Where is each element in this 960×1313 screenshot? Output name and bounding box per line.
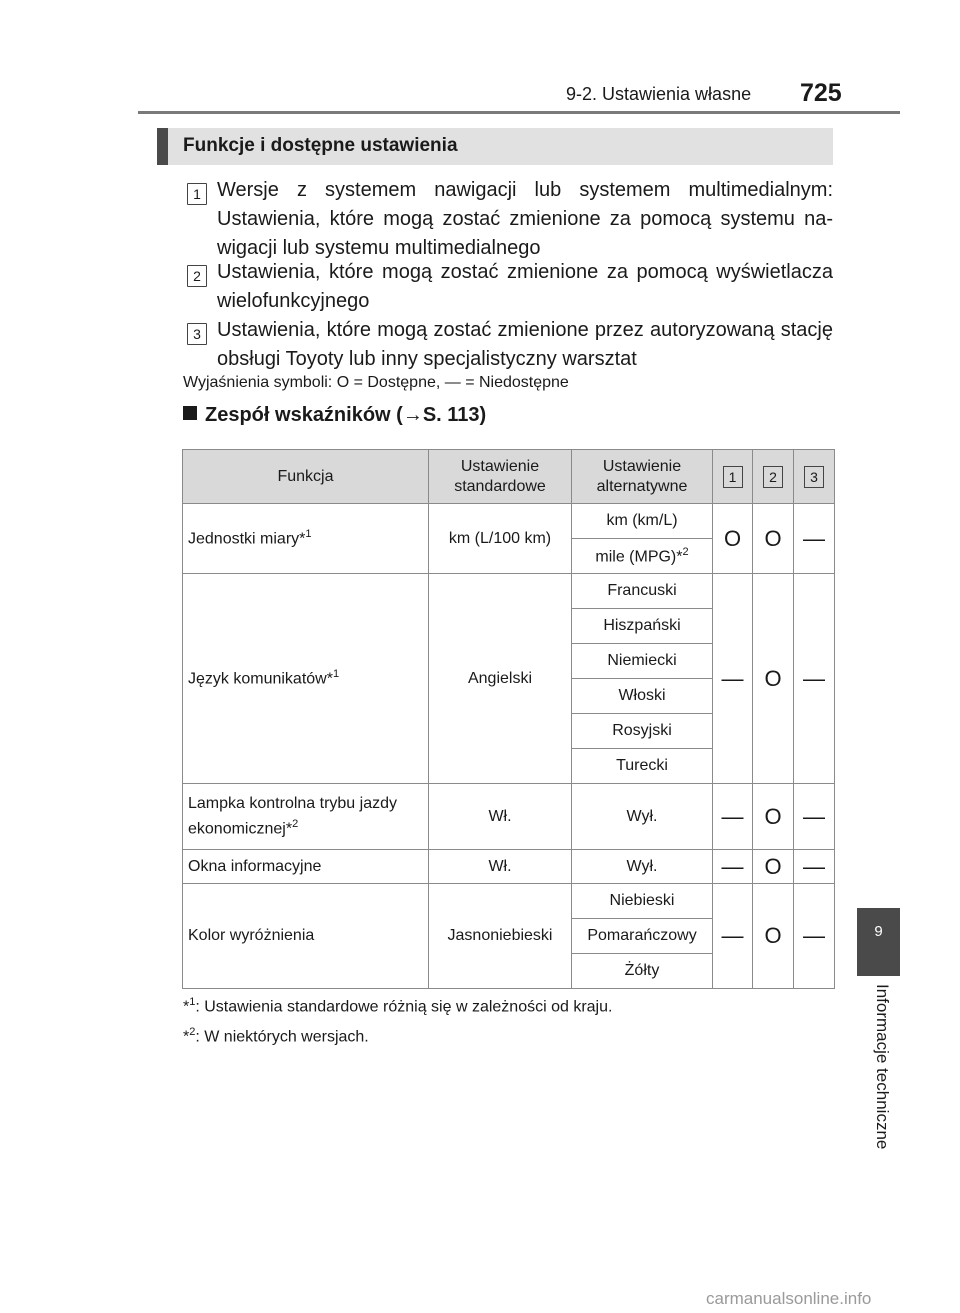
col-header-3: 3	[794, 450, 835, 504]
footnote-2: *$^2$: W niektórych wersjach.	[183, 1026, 369, 1046]
chapter-label: Informacje techniczne	[873, 984, 892, 1150]
subhead-text: Zespół wskaźników (	[205, 404, 403, 426]
page-number: 725	[800, 79, 842, 107]
symbol-legend: Wyjaśnienia symboli: O = Dostępne, — = Niedostępne	[183, 374, 569, 391]
alt-cell: Wył.	[572, 784, 713, 850]
function-cell: Jednostki miary*$^1$	[183, 504, 429, 574]
symbol-cell-3: —	[794, 884, 835, 989]
alt-cell: Francuski	[572, 574, 713, 609]
alt-cell: Włoski	[572, 679, 713, 714]
col-header-1: 1	[713, 450, 753, 504]
item-number-1: 1	[187, 183, 207, 205]
alt-cell: Wył.	[572, 850, 713, 884]
default-cell: Angielski	[429, 574, 572, 784]
symbol-cell-1: O	[713, 504, 753, 574]
symbol-cell-3: —	[794, 784, 835, 850]
settings-table	[182, 449, 835, 989]
function-cell: Okna informacyjne	[183, 850, 429, 884]
symbol-cell-3: —	[794, 574, 835, 784]
alt-cell: Hiszpański	[572, 609, 713, 644]
page-reference-link[interactable]: S. 113)	[422, 404, 487, 426]
symbol-cell-2: O	[753, 504, 794, 574]
symbol-cell-1: —	[713, 850, 753, 884]
section-header	[157, 128, 833, 165]
symbol-cell-2: O	[753, 884, 794, 989]
symbol-cell-3: —	[794, 850, 835, 884]
symbol-cell-2: O	[753, 784, 794, 850]
item-2-text: Ustawienia, które mogą zostać zmienione za pomocą wyświetlacza wielofunkcyjnego	[217, 261, 833, 312]
table-header-row	[183, 450, 835, 504]
header-divider	[138, 111, 900, 114]
alt-cell: mile (MPG)*$^2$	[572, 539, 713, 574]
default-cell: Wł.	[429, 850, 572, 884]
alt-cell: Pomarańczowy	[572, 919, 713, 954]
symbol-cell-1: —	[713, 784, 753, 850]
chapter-tab[interactable]: 9	[857, 908, 900, 976]
item-1-text: Wersje z systemem nawigacji lub systemem multimedialnym: Ustawienia, które mogą zostać zmienione za pomocą systemu na-wigacji lub systemu multimedialnego	[217, 179, 833, 259]
table-row	[183, 850, 835, 884]
alt-cell: Turecki	[572, 749, 713, 784]
alt-cell: Żółty	[572, 954, 713, 989]
footnote-1: *$^1$: Ustawienia standardowe różnią się w zależności od kraju.	[183, 996, 613, 1016]
symbol-cell-2: O	[753, 850, 794, 884]
col-header-2: 2	[753, 450, 794, 504]
alt-cell: km (km/L)	[572, 504, 713, 539]
subsection-heading	[183, 404, 486, 427]
function-cell: Kolor wyróżnienia	[183, 884, 429, 989]
default-cell: Jasnoniebieski	[429, 884, 572, 989]
watermark: carmanualsonline.info	[706, 1289, 872, 1308]
col-header-default: Ustawienie standardowe	[429, 450, 572, 504]
symbol-cell-1: —	[713, 884, 753, 989]
section-title: Funkcje i dostępne ustawienia	[183, 135, 458, 156]
item-3-text: Ustawienia, które mogą zostać zmienione przez autoryzowaną stację obsługi Toyoty lub inny specjalistyczny warsztat	[217, 319, 833, 370]
table-row	[183, 504, 835, 539]
col-header-function: Funkcja	[183, 450, 429, 504]
arrow-icon: →	[402, 404, 423, 426]
item-number-3: 3	[187, 323, 207, 345]
col-header-alternative: Ustawienie alternatywne	[572, 450, 713, 504]
alt-cell: Niemiecki	[572, 644, 713, 679]
function-cell: Lampka kontrolna trybu jazdy ekonomicznej*$^2$	[183, 784, 429, 850]
table-row	[183, 784, 835, 850]
symbol-cell-3: —	[794, 504, 835, 574]
square-bullet-icon	[183, 406, 197, 420]
symbol-cell-1: —	[713, 574, 753, 784]
default-cell: Wł.	[429, 784, 572, 850]
item-number-2: 2	[187, 265, 207, 287]
header-section: 9-2. Ustawienia własne	[566, 84, 752, 104]
table-row	[183, 574, 835, 609]
alt-cell: Niebieski	[572, 884, 713, 919]
symbol-cell-2: O	[753, 574, 794, 784]
alt-cell: Rosyjski	[572, 714, 713, 749]
default-cell: km (L/100 km)	[429, 504, 572, 574]
function-cell: Język komunikatów*$^1$	[183, 574, 429, 784]
table-row	[183, 884, 835, 919]
